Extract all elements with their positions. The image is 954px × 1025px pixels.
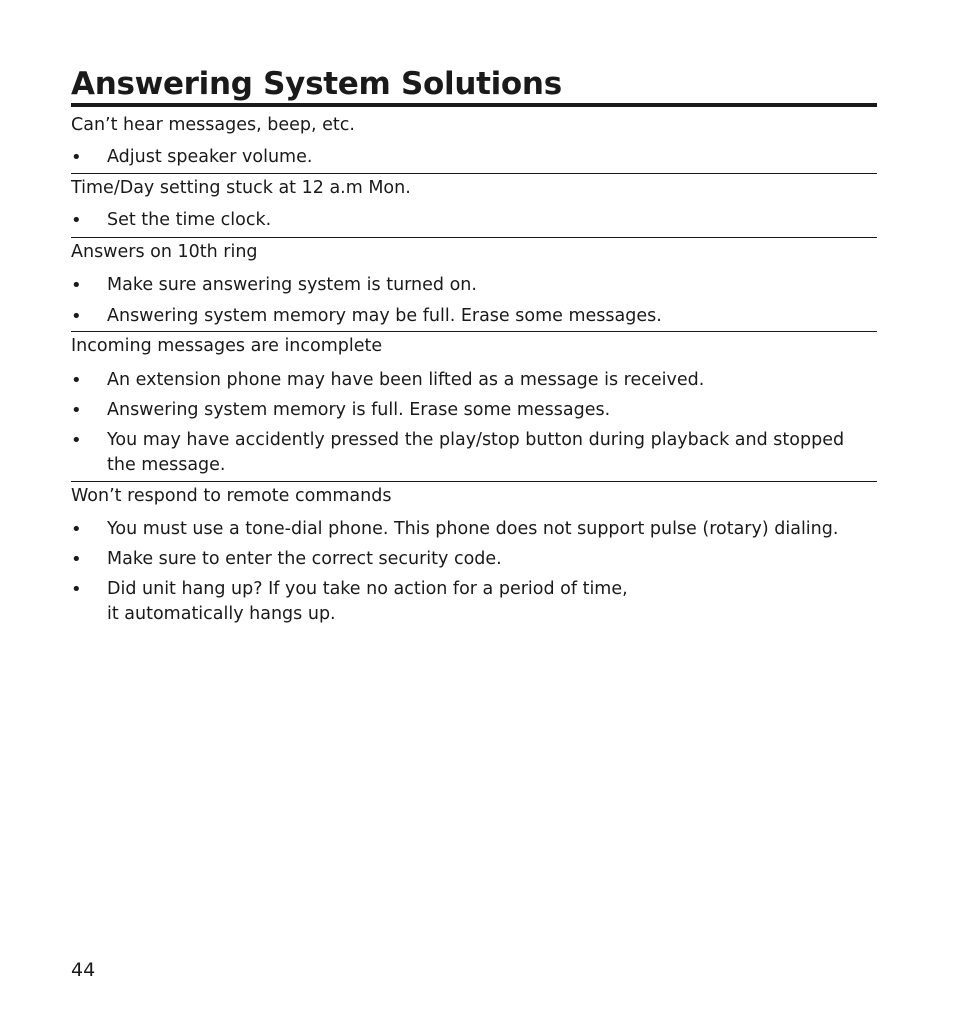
- problem-heading: Won’t respond to remote commands: [71, 486, 392, 506]
- solution-item: Adjust speaker volume.: [107, 147, 313, 167]
- problem-heading: Answers on 10th ring: [71, 242, 258, 262]
- solution-item: Answering system memory is full. Erase some messages.: [107, 400, 611, 420]
- bullet-icon: •: [71, 430, 82, 451]
- solution-item: An extension phone may have been lifted as a message is received.: [107, 370, 705, 390]
- section-divider: [71, 481, 877, 482]
- problem-heading: Incoming messages are incomplete: [71, 336, 383, 356]
- bullet-icon: •: [71, 306, 82, 327]
- solution-item: Make sure to enter the correct security code.: [107, 549, 502, 569]
- section-divider: [71, 237, 877, 238]
- problem-heading: Time/Day setting stuck at 12 a.m Mon.: [71, 178, 411, 198]
- solution-item: You may have accidently pressed the play/stop button during playback and stopped the message.: [107, 430, 845, 475]
- bullet-icon: •: [71, 400, 82, 421]
- section-divider: [71, 331, 877, 332]
- bullet-icon: •: [71, 579, 82, 600]
- title-underline: [71, 103, 877, 107]
- bullet-icon: •: [71, 210, 82, 231]
- page-title: Answering System Solutions: [71, 66, 562, 102]
- section-divider: [71, 173, 877, 174]
- solution-item: Set the time clock.: [107, 210, 272, 230]
- solution-item: Did unit hang up? If you take no action for a period of time, it automatically hangs up.: [107, 579, 628, 624]
- bullet-icon: •: [71, 370, 82, 391]
- bullet-icon: •: [71, 147, 82, 168]
- bullet-icon: •: [71, 549, 82, 570]
- solution-item: You must use a tone-dial phone. This phone does not support pulse (rotary) dialing.: [107, 519, 839, 539]
- bullet-icon: •: [71, 275, 82, 296]
- bullet-icon: •: [71, 519, 82, 540]
- solution-item: Answering system memory may be full. Erase some messages.: [107, 306, 662, 326]
- problem-heading: Can’t hear messages, beep, etc.: [71, 115, 355, 135]
- solution-item: Make sure answering system is turned on.: [107, 275, 477, 295]
- page-number: 44: [71, 959, 96, 981]
